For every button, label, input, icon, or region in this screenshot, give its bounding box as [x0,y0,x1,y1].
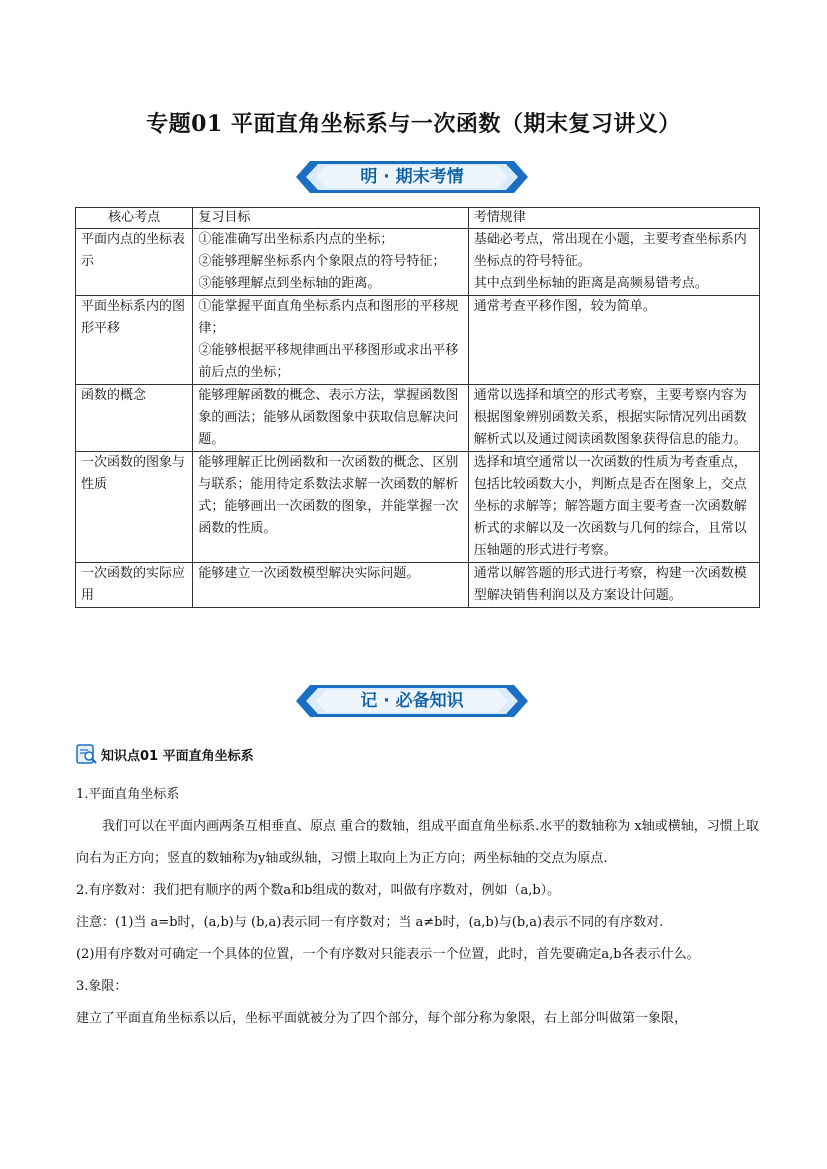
note-line: (2)用有序数对可确定一个具体的位置，一个有序数对只能表示一个位置，此时，首先要确定a,b各表示什么。 [76,947,700,962]
table-row [76,563,760,608]
row-goals [193,296,468,385]
section-heading: 2.有序数对：我们把有顺序的两个数a和b组成的数对，叫做有序数对，例如（a,b）。 [76,883,561,898]
paragraph: 我们可以在平面内画两条互相垂直、原点 重合的数轴，组成平面直角坐标系.水平的数轴称为 x轴或横轴，习惯上取向右为正方向；竖直的数轴称为y轴或纵轴，习惯上取向上为正方向；两坐标轴的交点为原点. [76,819,759,866]
goal-line: 能够理解正比例函数和一次函数的概念、区别与联系；能用待定系数法求解一次函数的解析式；能够画出一次函数的图象，并能掌握一次函数的性质。 [198,455,459,536]
header-core-topic: 核心考点 [76,208,193,229]
paragraph: 建立了平面直角坐标系以后，坐标平面就被分为了四个部分，每个部分称为象限，右上部分叫做第一象限， [76,1011,688,1026]
trend-line: 基础必考点，常出现在小题，主要考查坐标系内坐标点的符号特征。 [473,232,747,269]
table-row [76,296,760,385]
table-row [76,229,760,296]
table-row [76,385,760,452]
trend-line: 其中点到坐标轴的距离是高频易错考点。 [473,276,708,291]
note-line: 注意：(1)当 a=b时，(a,b)与 (b,a)表示同一有序数对；当 a≠b时，(a,b)与(b,a)表示不同的有序数对. [76,915,664,930]
row-goals [193,229,468,296]
row-trends [468,385,759,452]
knowledge-point-label: 知识点01 平面直角坐标系 [101,748,254,764]
goal-line: 能够理解函数的概念、表示方法，掌握函数图象的画法；能够从函数图象中获取信息解决问题。 [198,388,459,447]
row-trends [468,452,759,563]
page-title: 专题01 平面直角坐标系与一次函数（期末复习讲义） [146,111,681,137]
banner-title: 记 · 必备知识 [360,691,464,711]
goal-line: ①能准确写出坐标系内点的坐标； [198,232,394,247]
header-review-goal: 复习目标 [193,208,468,229]
row-trends [468,229,759,296]
section-banner-essential-knowledge [296,681,528,721]
review-table [75,207,760,608]
header-exam-trend: 考情规律 [468,208,759,229]
row-topic: 一次函数的图象与性质 [76,452,193,563]
row-trends [468,296,759,385]
goal-line: ③能够理解点到坐标轴的距离。 [198,276,381,291]
trend-line: 通常以选择和填空的形式考察，主要考察内容为根据图象辨别函数关系，根据实际情况列出函数解析式以及通过阅读函数图象获得信息的能力。 [473,388,747,447]
goal-line: ②能够理解坐标系内个象限点的符号特征； [198,254,446,269]
content-body [76,779,766,1035]
goal-line: ②能够根据平移规律画出平移图形或求出平移前后点的坐标； [198,343,459,380]
row-topic: 一次函数的实际应用 [76,563,193,608]
trend-line: 选择和填空通常以一次函数的性质为考查重点，包括比较函数大小，判断点是否在图象上，交点坐标的求解等；解答题方面主要考查一次函数解析式的求解以及一次函数与几何的综合，且常以压轴题的形式进行考察。 [473,455,747,558]
row-topic: 平面内点的坐标表示 [76,229,193,296]
goal-line: 能够建立一次函数模型解决实际问题。 [198,566,420,581]
table-row [76,452,760,563]
trend-line: 通常以解答题的形式进行考察，构建一次函数模型解决销售利润以及方案设计问题。 [473,566,747,603]
section-heading: 1.平面直角坐标系 [76,787,180,802]
row-goals [193,385,468,452]
magnifier-book-icon [76,743,98,765]
row-goals [193,452,468,563]
section-banner-exam-trends [296,157,528,197]
row-trends [468,563,759,608]
goal-line: ①能掌握平面直角坐标系内点和图形的平移规律； [198,299,459,336]
row-topic: 函数的概念 [76,385,193,452]
trend-line: 通常考查平移作图，较为简单。 [473,299,656,314]
table-header-row [76,208,760,229]
row-topic: 平面坐标系内的图形平移 [76,296,193,385]
section-heading: 3.象限： [76,979,128,994]
banner-title: 明 · 期末考情 [360,167,464,187]
row-goals [193,563,468,608]
knowledge-point-heading [76,742,254,766]
